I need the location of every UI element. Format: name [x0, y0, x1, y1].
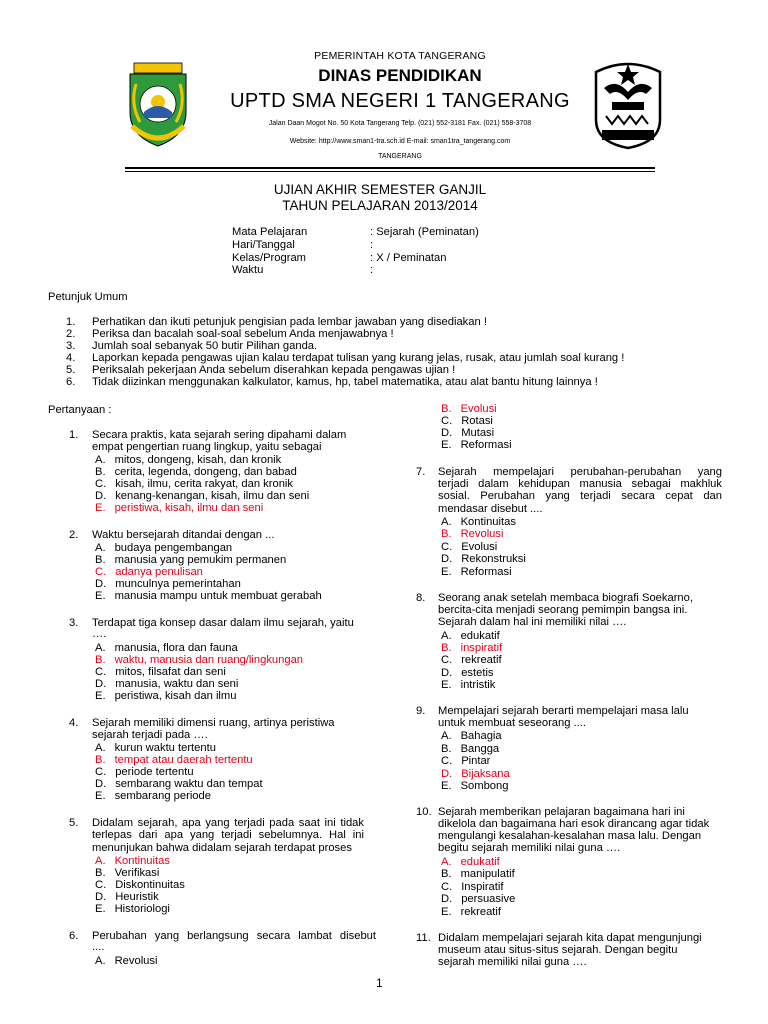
question-text: [92, 817, 364, 841]
option-text: Reformasi: [460, 439, 512, 451]
option-text: estetis: [461, 667, 494, 679]
option-text: Kontinuitas: [460, 516, 516, 528]
option-letter: D.: [95, 578, 107, 590]
meta-label-time: Waktu: [232, 264, 264, 276]
option-letter: E.: [441, 566, 452, 578]
instruction-number: 4.: [66, 352, 76, 364]
header-school: UPTD SMA NEGERI 1 TANGERANG: [230, 90, 570, 112]
option-text: budaya pengembangan: [114, 542, 233, 554]
exam-title-line1: UJIAN AKHIR SEMESTER GANJIL: [273, 182, 487, 197]
option-letter: C.: [95, 766, 107, 778]
option-letter: E.: [441, 679, 452, 691]
instruction-text: Laporkan kepada pengawas ujian kalau terdapat tulisan yang kurang jelas, rusak, atau jumlah soal kurang !: [92, 352, 625, 364]
option-text-answer: Revolusi: [460, 528, 504, 540]
question-line: mendasar disebut ....: [438, 503, 543, 515]
option-text: Bahagia: [460, 730, 502, 742]
option-text: kenang-kenangan, kisah, ilmu dan seni: [115, 490, 310, 502]
option-letter: D.: [95, 490, 107, 502]
header-government: PEMERINTAH KOTA TANGERANG: [314, 50, 486, 62]
question-number: 10.: [416, 806, 432, 818]
instruction-number: 1.: [66, 316, 76, 328]
question-number: 3.: [69, 617, 79, 629]
option-letter: C.: [441, 881, 453, 893]
option-text-answer: Bijaksana: [461, 768, 510, 780]
option-text: edukatif: [460, 630, 500, 642]
header-rule-thin: [125, 171, 655, 172]
option-letter: E.: [441, 780, 452, 792]
instruction-text: Tidak diizinkan menggunakan kalkulator, kamus, hp, tabel matematika, atau alat bantu hitung lainnya !: [92, 376, 598, 388]
option-text: rekreatif: [460, 906, 501, 918]
option-letter: D.: [95, 891, 107, 903]
option-letter-answer: C.: [95, 566, 107, 578]
option-letter-answer: A.: [95, 855, 106, 867]
question-line: Secara praktis, kata sejarah sering dipahami dalam: [92, 429, 347, 441]
option-text: Revolusi: [114, 955, 158, 967]
meta-label-subject: Mata Pelajaran: [232, 226, 308, 238]
option-letter: A.: [95, 742, 106, 754]
city-emblem-icon: [122, 60, 194, 152]
option-letter: D.: [441, 553, 453, 565]
question-text: [92, 617, 372, 640]
question-number: 7.: [416, 466, 426, 478]
instruction-number: 3.: [66, 340, 76, 352]
instruction-text: Perhatikan dan ikuti petunjuk pengisian pada lembar jawaban yang disediakan !: [92, 316, 487, 328]
question-line: Didalam mempelajari sejarah kita dapat mengunjungi: [438, 932, 702, 944]
option-letter: A.: [95, 542, 106, 554]
question-text: Perubahan yang berlangsung secara lambat disebut: [92, 930, 376, 942]
option-text: kurun waktu tertentu: [114, 742, 216, 754]
question-text: [92, 429, 362, 453]
option-letter-answer: B.: [95, 754, 106, 766]
questions-heading: Pertanyaan :: [48, 404, 112, 416]
header-website: Website: http://www.sman1-tra.sch.id E-mail: sman1tra_tangerang.com: [289, 138, 511, 145]
option-letter: A.: [95, 642, 106, 654]
question-line: bercita-cita menjadi seorang pemimpin bangsa ini.: [438, 604, 688, 616]
question-line: begitu sejarah memiliki nilai guna ….: [438, 842, 621, 854]
question-number: 8.: [416, 592, 426, 604]
meta-label-date: Hari/Tanggal: [232, 239, 295, 251]
option-text: Inspiratif: [461, 881, 504, 893]
question-line: sosial. Perubahan yang terjadi secara cepat dan: [438, 490, 722, 502]
question-line: Didalam sejarah, apa yang terjadi pada saat ini tidak: [92, 817, 364, 829]
question-line: sejarah memiliki nilai guna ….: [438, 956, 587, 968]
question-line: dikelola dan bagaimana hari esok dirancang agar tidak: [438, 818, 710, 830]
question-line: Mempelajari sejarah berarti mempelajari masa lalu: [438, 705, 689, 717]
option-text: Verifikasi: [114, 867, 160, 879]
option-letter: B.: [95, 554, 106, 566]
question-number: 2.: [69, 529, 79, 541]
question-line: terjadi dalam kehidupan manusia sebagai makhluk: [438, 478, 722, 490]
question-line: ….: [92, 628, 107, 640]
option-letter: A.: [95, 955, 106, 967]
question-line: menunjukan bahwa didalam sejarah terdapat proses: [92, 842, 352, 854]
instruction-text: Jumlah soal sebanyak 50 butir Pilihan ganda.: [92, 340, 318, 352]
question-text: [438, 806, 733, 854]
question-line: Sejarah memberikan pelajaran bagaimana hari ini: [438, 806, 685, 818]
question-line: empat pengertian ruang lingkup, yaitu sebagai: [92, 441, 322, 453]
meta-value-time: :: [370, 264, 374, 276]
option-text: sembarang waktu dan tempat: [115, 778, 263, 790]
question-line: ....: [92, 941, 105, 953]
question-line: mengulangi kesalahan-kesalahan masa lalu. Dengan: [438, 830, 702, 842]
option-letter-answer: B.: [441, 403, 452, 415]
option-text-answer: Kontinuitas: [114, 855, 170, 867]
instruction-number: 6.: [66, 376, 76, 388]
option-letter: D.: [95, 778, 107, 790]
question-line: Seorang anak setelah membaca biografi Soekarno,: [438, 592, 693, 604]
option-text: manipulatif: [460, 868, 515, 880]
option-text-answer: adanya penulisan: [115, 566, 203, 578]
option-text: Heuristik: [115, 891, 159, 903]
option-text: Historiologi: [114, 903, 170, 915]
question-line: Sejarah mempelajari perubahan-perubahan yang: [438, 466, 722, 478]
instructions-heading: Petunjuk Umum: [48, 291, 128, 303]
question-text: [438, 592, 728, 628]
option-text: Evolusi: [461, 541, 498, 553]
option-text: Diskontinuitas: [115, 879, 185, 891]
question-line: museum atau situs-situs sejarah. Dengan begitu: [438, 944, 678, 956]
option-text: manusia, flora dan fauna: [114, 642, 238, 654]
option-text-answer: Evolusi: [460, 403, 497, 415]
instruction-number: 5.: [66, 364, 76, 376]
right-logo: [590, 58, 666, 150]
header-city: TANGERANG: [378, 153, 422, 160]
option-text-answer: waktu, manusia dan ruang/lingkungan: [114, 654, 304, 666]
option-text: kisah, ilmu, cerita rakyat, dan kronik: [115, 478, 294, 490]
option-text-answer: inspiratif: [460, 642, 503, 654]
page-number: 1: [376, 976, 383, 990]
option-text: Bangga: [460, 743, 500, 755]
school-emblem-icon: [590, 58, 666, 150]
option-letter: A.: [441, 730, 452, 742]
option-text: sembarang periode: [114, 790, 211, 802]
option-text-answer: tempat atau daerah tertentu: [114, 754, 253, 766]
option-letter-answer: B.: [441, 528, 452, 540]
option-letter: C.: [95, 666, 107, 678]
question-text: Waktu bersejarah ditandai dengan ...: [92, 529, 275, 541]
option-letter: E.: [95, 790, 106, 802]
option-letter: B.: [441, 868, 452, 880]
meta-value-date: :: [370, 239, 374, 251]
option-letter-answer: B.: [441, 642, 452, 654]
question-line: terlepas dari apa yang terjadi sebelumnya. Hal ini: [92, 829, 364, 841]
option-letter: C.: [95, 478, 107, 490]
option-text: mitos, dongeng, kisah, dan kronik: [114, 454, 282, 466]
question-line: untuk membuat seseorang ....: [438, 717, 587, 729]
option-letter: E.: [95, 590, 106, 602]
option-letter: E.: [441, 439, 452, 451]
option-letter: D.: [95, 678, 107, 690]
question-line: Sejarah dalam hal ini memiliki nilai ….: [438, 616, 627, 628]
question-text: [438, 705, 728, 729]
option-text: manusia yang pemukim permanen: [114, 554, 287, 566]
instruction-text: Periksa dan bacalah soal-soal sebelum Anda menjawabnya !: [92, 328, 394, 340]
option-text: rekreatif: [461, 654, 502, 666]
question-text: [92, 717, 372, 741]
question-line: sejarah terjadi pada ….: [92, 729, 208, 741]
option-letter: C.: [95, 879, 107, 891]
question-text: [438, 932, 733, 968]
option-letter: E.: [95, 903, 106, 915]
option-letter: C.: [441, 755, 453, 767]
option-text-answer: edukatif: [460, 856, 500, 868]
header-rule-thick: [125, 167, 655, 169]
option-text: munculnya pemerintahan: [115, 578, 241, 590]
option-letter: C.: [441, 654, 453, 666]
question-number: 4.: [69, 717, 79, 729]
question-number: 5.: [69, 817, 79, 829]
meta-label-class: Kelas/Program: [232, 252, 306, 264]
exam-title-line2: TAHUN PELAJARAN 2013/2014: [282, 198, 478, 213]
option-text: periode tertentu: [115, 766, 194, 778]
option-letter: E.: [441, 906, 452, 918]
option-text: manusia mampu untuk membuat gerabah: [114, 590, 322, 602]
exam-title: [200, 182, 560, 214]
option-text: Sombong: [460, 780, 509, 792]
question-text: [438, 466, 722, 502]
question-number: 6.: [69, 930, 79, 942]
option-letter: D.: [441, 667, 453, 679]
option-letter-answer: A.: [441, 856, 452, 868]
left-logo: [122, 60, 194, 152]
option-text: Rotasi: [461, 415, 493, 427]
option-letter-answer: B.: [95, 654, 106, 666]
option-text: Reformasi: [460, 566, 512, 578]
option-text: Pintar: [461, 755, 491, 767]
option-letter: A.: [441, 516, 452, 528]
question-line: Sejarah memiliki dimensi ruang, artinya peristiwa: [92, 717, 335, 729]
option-text: persuasive: [461, 893, 516, 905]
option-letter: B.: [95, 466, 106, 478]
option-letter: C.: [441, 415, 453, 427]
option-letter: A.: [95, 454, 106, 466]
option-text: Mutasi: [461, 427, 495, 439]
option-text-answer: peristiwa, kisah, ilmu dan seni: [114, 502, 264, 514]
option-letter: E.: [95, 690, 106, 702]
option-text: peristiwa, kisah dan ilmu: [114, 690, 237, 702]
header-department: DINAS PENDIDIKAN: [318, 66, 482, 85]
option-letter: D.: [441, 893, 453, 905]
option-letter-answer: D.: [441, 768, 453, 780]
option-letter: A.: [441, 630, 452, 642]
option-text: manusia, waktu dan seni: [115, 678, 239, 690]
question-number: 1.: [69, 429, 79, 441]
question-number: 9.: [416, 705, 426, 717]
question-number: 11.: [416, 932, 431, 944]
option-text: cerita, legenda, dongeng, dan babad: [114, 466, 297, 478]
option-letter: B.: [95, 867, 106, 879]
meta-value-class: : X / Peminatan: [370, 252, 447, 264]
option-letter-answer: E.: [95, 502, 106, 514]
option-text: mitos, filsafat dan seni: [115, 666, 226, 678]
option-letter: B.: [441, 743, 452, 755]
option-letter: D.: [441, 427, 453, 439]
option-text: intristik: [460, 679, 496, 691]
instruction-text: Periksalah pekerjaan Anda sebelum diserahkan kepada pengawas ujian !: [92, 364, 456, 376]
instruction-number: 2.: [66, 328, 76, 340]
meta-value-subject: : Sejarah (Peminatan): [370, 226, 479, 238]
header-address: Jalan Daan Mogot No. 50 Kota Tangerang Telp. (021) 552-3181 Fax. (021) 558-3708: [268, 120, 532, 127]
option-text: Rekonstruksi: [461, 553, 526, 565]
option-letter: C.: [441, 541, 453, 553]
question-line: Terdapat tiga konsep dasar dalam ilmu sejarah, yaitu: [92, 617, 354, 629]
